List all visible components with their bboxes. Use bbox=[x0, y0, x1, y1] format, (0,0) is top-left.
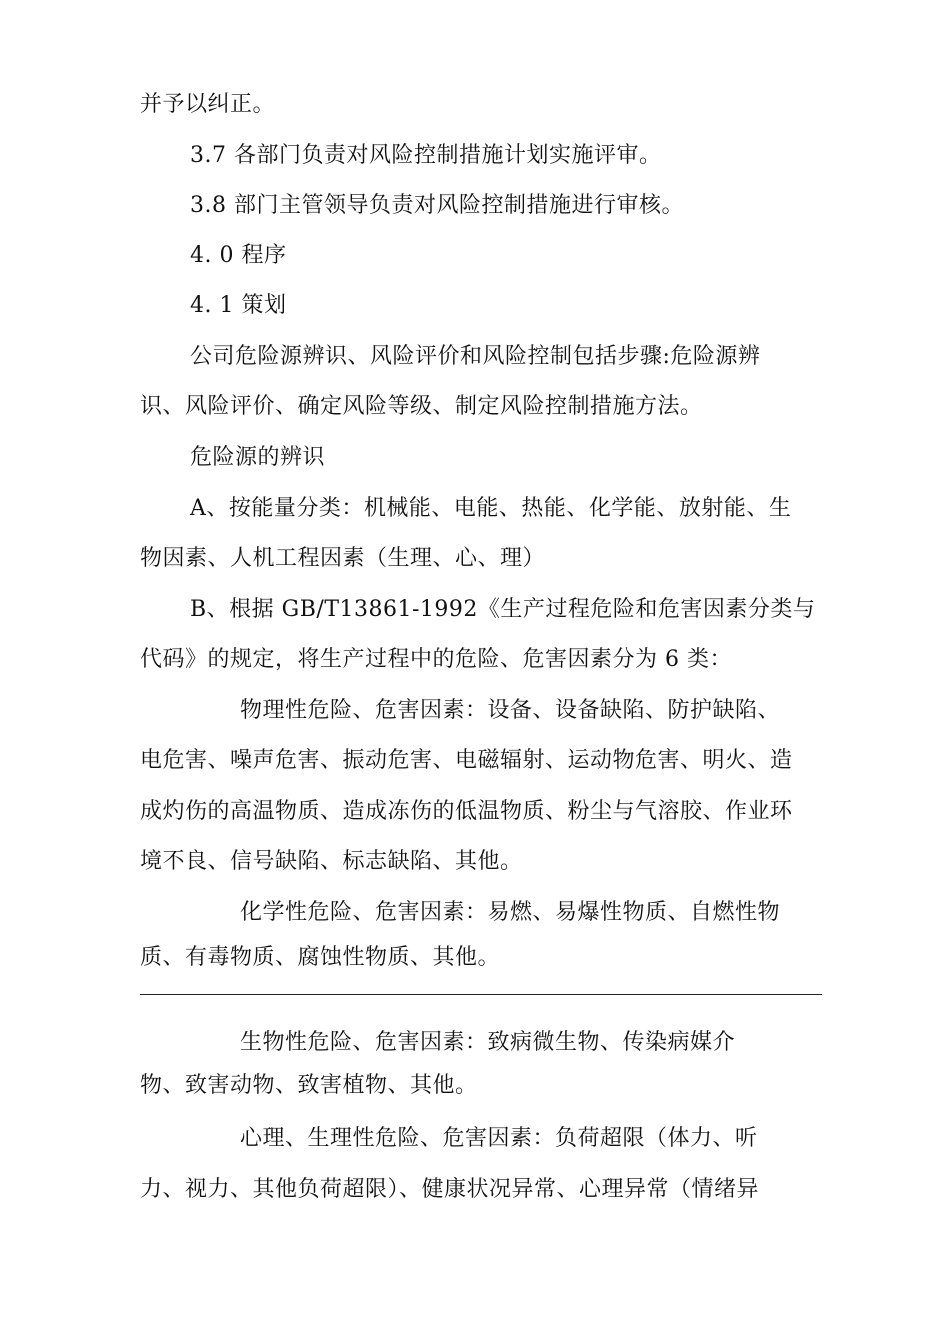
text-line: 公司危险源辨识、风险评价和风险控制包括步骤:危险源辨 bbox=[190, 344, 761, 369]
text-line: 电危害、噪声危害、振动危害、电磁辐射、运动物危害、明火、造 bbox=[140, 748, 793, 773]
subheading-hazard-identification: 危险源的辨识 bbox=[190, 445, 326, 470]
heading-section-4-1: 4. 1 策划 bbox=[190, 293, 287, 318]
heading-section-4-0: 4. 0 程序 bbox=[190, 243, 287, 268]
text-line-biological-hazards: 生物性危险、危害因素：致病微生物、传染病媒介 bbox=[240, 1030, 736, 1055]
text-line-section-3-7: 3.7 各部门负责对风险控制措施计划实施评审。 bbox=[190, 143, 662, 168]
text-line-physical-hazards: 物理性危险、危害因素：设备、设备缺陷、防护缺陷、 bbox=[240, 698, 781, 723]
text-line: 质、有毒物质、腐蚀性物质、其他。 bbox=[140, 945, 501, 970]
text-line-item-a: A、按能量分类：机械能、电能、热能、化学能、放射能、生 bbox=[190, 496, 792, 521]
text-line: 代码》的规定，将生产过程中的危险、危害因素分为 6 类： bbox=[140, 647, 732, 672]
text-line: 力、视力、其他负荷超限）、健康状况异常、心理异常（情绪异 bbox=[140, 1177, 760, 1202]
text-line: 境不良、信号缺陷、标志缺陷、其他。 bbox=[140, 849, 523, 874]
text-line: 物、致害动物、致害植物、其他。 bbox=[140, 1073, 478, 1098]
text-line-section-3-8: 3.8 部门主管领导负责对风险控制措施进行审核。 bbox=[190, 193, 684, 218]
text-line: 识、风险评价、确定风险等级、制定风险控制措施方法。 bbox=[140, 394, 703, 419]
horizontal-divider bbox=[140, 994, 822, 995]
text-line-chemical-hazards: 化学性危险、危害因素：易燃、易爆性物质、自燃性物 bbox=[240, 900, 781, 925]
text-line: 并予以纠正。 bbox=[140, 92, 276, 117]
text-line: 物因素、人机工程因素（生理、心、理） bbox=[140, 546, 546, 571]
text-line-psychological-hazards: 心理、生理性危险、危害因素：负荷超限（体力、听 bbox=[240, 1126, 758, 1151]
text-line: 成灼伤的高温物质、造成冻伤的低温物质、粉尘与气溶胶、作业环 bbox=[140, 799, 793, 824]
text-line-item-b: B、根据 GB/T13861-1992《生产过程危险和危害因素分类与 bbox=[190, 597, 816, 622]
